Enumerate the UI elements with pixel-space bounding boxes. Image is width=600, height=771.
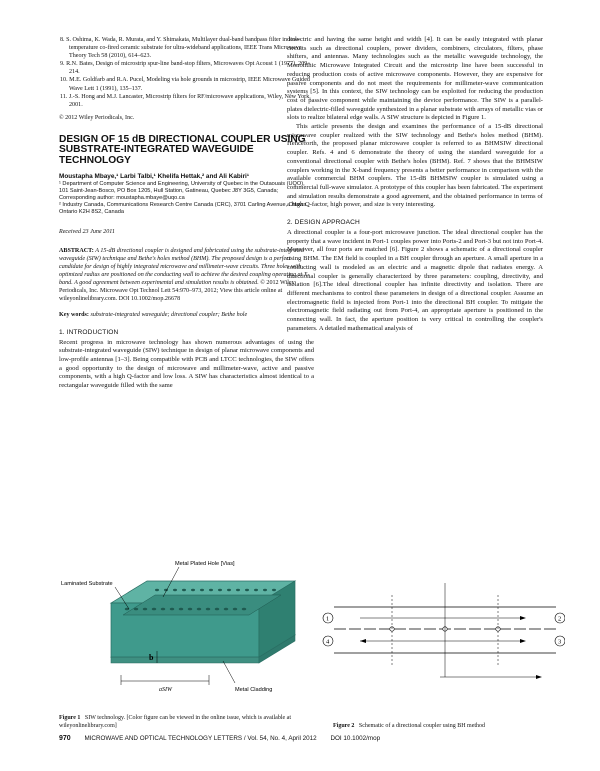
reference-item: 10. M.E. Goldfarb and R.A. Pucel, Modeling via hole grounds in microstrip, IEEE Microwave Guided Wave Lett 1 (1991), 135–137. xyxy=(60,77,310,92)
via-hole xyxy=(263,589,267,591)
port-4-label: 4 xyxy=(326,638,330,646)
figure-2-caption-text: Schematic of a directional coupler using BH method xyxy=(358,723,486,729)
via-hole xyxy=(242,608,246,611)
forward-wave-arrow xyxy=(520,616,526,620)
via-hole xyxy=(227,589,231,591)
port-3-label: 3 xyxy=(558,638,562,646)
page-footer xyxy=(59,735,559,742)
port-1-label: 1 xyxy=(326,615,330,623)
section-heading-design-approach: 2. DESIGN APPROACH xyxy=(287,219,360,227)
abstract-label: ABSTRACT: xyxy=(59,247,94,254)
z-axis-arrow xyxy=(536,675,542,679)
figure-1-caption-label: Figure 1 xyxy=(59,715,81,721)
via-hole xyxy=(155,589,159,591)
reference-item: 9. R.N. Bates, Design of microstrip spur-line band-stop filters, Microwaves Opt Acoust 1 (1977), 209–214. xyxy=(60,61,311,76)
via-hole xyxy=(218,589,222,591)
via-hole xyxy=(254,589,258,591)
abstract-text: A 15-dB directional coupler is designed and fabricated using the substrate-integrated waveguide (SIW) technique and Bethe's holes method (BHM). The proposed design is a perfect candidate for design of highly integrated microwave and millimeter-wave circuits. Three holes with optimized radius are positioned on the conducting wall to achieve the desired coupling operating at X-band. A good agreement between experimental and simulation results is obtained. xyxy=(59,247,310,286)
via-hole xyxy=(272,589,276,591)
abstract xyxy=(59,247,314,303)
via-hole xyxy=(197,608,201,611)
received-date: Received 23 June 2011 xyxy=(59,228,115,235)
references-list xyxy=(59,36,314,109)
keywords-text: substrate-integrated waveguide; directional coupler; Bethe hole xyxy=(90,311,248,318)
keywords xyxy=(59,311,314,319)
via-hole xyxy=(173,589,177,591)
figure-1-caption xyxy=(59,715,305,731)
via-hole xyxy=(152,608,156,611)
via-hole xyxy=(245,589,249,591)
affiliation: ² Industry Canada, Communications Research Centre Canada (CRC), 3701 Carling Avenue, Ottawa, Ontario K2H 8S2, Canada xyxy=(59,201,308,215)
keywords-label: Key words: xyxy=(59,311,89,318)
via-hole xyxy=(134,608,138,611)
via-hole xyxy=(233,608,237,611)
via-hole xyxy=(188,608,192,611)
siw-structure-illustration xyxy=(59,557,304,707)
coupled-wave-arrow xyxy=(520,639,526,643)
left-column xyxy=(59,36,314,391)
figure-2-caption-label: Figure 2 xyxy=(333,723,355,729)
copyright: © 2012 Wiley Periodicals, Inc. xyxy=(59,114,135,121)
page-number: 970 xyxy=(59,735,71,742)
article-title: DESIGN OF 15 dB DIRECTIONAL COUPLER USING SUBSTRATE-INTEGRATED WAVEGUIDE TECHNOLOGY xyxy=(59,133,306,167)
journal-info: MICROWAVE AND OPTICAL TECHNOLOGY LETTERS / Vol. 54, No. 4, April 2012 xyxy=(84,735,317,742)
via-hole xyxy=(143,608,147,611)
design-approach-paragraph: A directional coupler is a four-port microwave junction. The ideal directional coupler has the property that a wave incident in Port-1 couples power into Ports-2 and Port-3 but not into Port-4. Moreover, all four ports are matched [6]. Figure 2 shows a schematic of a directional coupler using BHM. The EM field is coupled in a BH coupler through an aperture. A small aperture in a conducting wall is modeled as an electric and a magnetic dipole that radiates energy. A directional coupler is generally characterized by three parameters: coupling, directivity, and isolation [6].The ideal directional coupler has infinite directivity and isolation. There are different mechanisms to control these parameters in design of a directional coupler. Assume an electromagnetic field is injected from Port-1 into the directional BH coupler. To mitigate the electromagnetic field radiating out from Port-4, an appropriate aperture is positioned in the connecting wall. In fact, the aperture position is very critical in controlling the coupler's parameters. A detailed mathematical analysis of xyxy=(287,229,543,332)
callout-line-cladding xyxy=(223,661,235,683)
via-hole xyxy=(206,608,210,611)
figure-2-caption xyxy=(333,723,573,731)
via-hole xyxy=(182,589,186,591)
via-hole xyxy=(215,608,219,611)
affiliation: ¹ Department of Computer Science and Engineering, University of Quebec in the Outaouais (UQO), 101 Saint-Jean-Bosco, PO Box 1205, Hull Station, Gatineau, Quebec J8Y 3G5, Canada; Corresponding author: moustapha.mbaye@uqo.ca xyxy=(59,180,305,201)
figure-1-siw-diagram xyxy=(59,557,304,707)
body-paragraph: dielectric and having the same height and width [4]. It can be easily integrated with planar circuits such as directional couplers, power dividers, combiners, circulators, filters, phase shifters, and antennas. Many technologies such as the metallic waveguide technology, the Monolithic Microwave Integrated Circuit and the microstrip line have been successful in reducing production costs of active microwave components. However, they are expensive for passive components and do not meet the requirements for millimeter-wave communication systems [5]. In this context, the SIW technology can be exploited for reducing the production cost of passive component while maintaining the device performance. The SIW is a parallel-plates dielectric-filled waveguide synthesized in a planar substrate with arrays of metallic vias or slots to realize bilateral edge walls. A SIW structure is depicted in Figure 1. xyxy=(287,36,543,122)
figure-1-caption-text: SIW technology. [Color figure can be viewed in the online issue, which is available at wileyonlinelibrary.com] xyxy=(59,715,291,729)
port-2-label: 2 xyxy=(558,615,562,623)
via-hole xyxy=(224,608,228,611)
via-hole xyxy=(170,608,174,611)
figure-2-coupler-schematic xyxy=(320,565,565,700)
label-width: aSIW xyxy=(159,687,172,693)
backward-wave-arrow xyxy=(360,639,366,643)
reference-item: 8. S. Oshima, K. Wada, R. Murata, and Y. Shimakata, Multilayer dual-band bandpass filter in low-temperature co-fired ceramic substrate for ultra-wideband applications, IEEE Trans Microwave Theory Tech 58 (2010), 614–623. xyxy=(60,37,302,60)
abstract-citation: © 2012 Wiley Periodicals, Inc. Microwave Opt Technol Lett 54:970–973, 2012; View this article online at wileyonlinelibrary.com. DOI 10.1002/mop.26678 xyxy=(59,279,295,302)
directional-coupler-schematic xyxy=(320,565,565,700)
via-hole xyxy=(191,589,195,591)
introduction-paragraph: Recent progress in microwave technology has shown numerous advantages of using the substrate-integrated waveguide (SIW) technique in design of planar microwave components and low-profile antennas [1–3]. Being compatible with PCB and LTCC technologies, the SIW offers a good opportunity to the design of microwave and millimeter-wave, active and passive components, with a high Q-factor and low loss. A SIW has characteristics almost identical to a rectangular waveguide filled with the same xyxy=(59,338,314,390)
label-metal-cladding: Metal Cladding xyxy=(235,687,273,693)
via-hole xyxy=(200,589,204,591)
authors: Moustapha Mbaye,¹ Larbi Talbi,¹ Khelifa Hettak,² and Ali Kabiri¹ xyxy=(59,172,249,180)
reference-item: 11. J.-S. Hong and M.J. Lancaster, Microstrip filters for RF/microwave applications, Wiley, New York, 2001. xyxy=(60,93,311,108)
footer-doi: DOI 10.1002/mop xyxy=(330,735,381,742)
label-laminated-substrate: Laminated Substrate xyxy=(61,581,113,587)
via-hole xyxy=(179,608,183,611)
right-column xyxy=(287,36,543,334)
section-heading-introduction: 1. INTRODUCTION xyxy=(59,328,119,336)
via-hole xyxy=(161,608,165,611)
via-hole xyxy=(236,589,240,591)
via-hole xyxy=(209,589,213,591)
label-b: b xyxy=(149,653,154,662)
substrate-front-edge xyxy=(111,657,259,663)
body-paragraph: This article presents the design and examines the performance of a 15-dB directional microwave coupler realized with the SIW technology and Bethe's holes method (BHM). Henceforth, the proposed planar microwave coupler is referred to as BHMSIW directional coupler. Refs. 4 and 6 demonstrate the theory of using the standard waveguide for a conventional directional coupler with Bethe's holes (BHM). Ref. 7 shows that the BHMSIW couplers working in the X-band frequency presents a better performance in comparison with the available commercial BHM couplers. The 15-dB BHMSIW coupler is simulated using a commercial full-wave simulator. A prototype of this coupler has been fabricated. The experiment and simulation results demonstrate a good agreement, and the obtained performance in terms of a high Q-factor, high power, and size is very interesting. xyxy=(287,123,543,209)
label-metal-plated-hole: Metal Plated Hole [Vias] xyxy=(175,561,235,567)
